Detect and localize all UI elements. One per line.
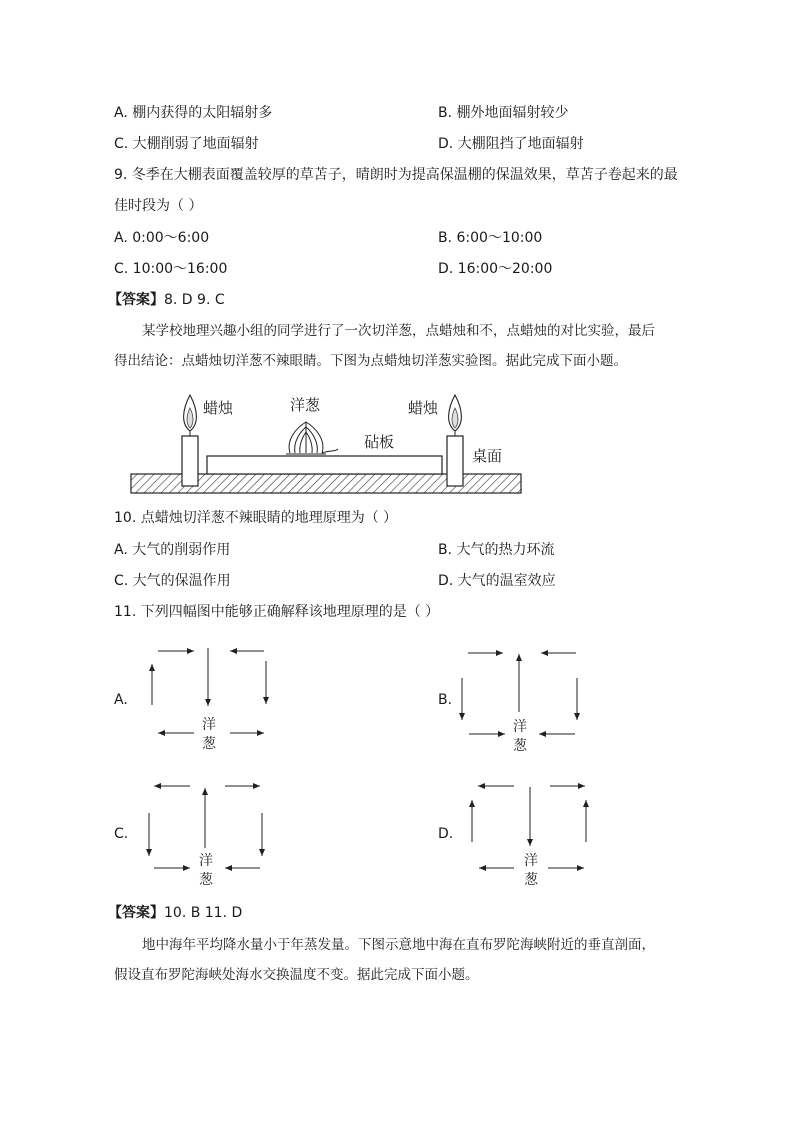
label-candle-right: 蜡烛 <box>408 399 439 417</box>
q9-option-c: C. 10:00～16:00 <box>114 261 228 277</box>
q10-option-c: C. 大气的保温作用 <box>114 573 231 589</box>
diagram-a-onion-2: 葱 <box>202 736 216 752</box>
diagram-d-onion-1: 洋 <box>524 853 538 869</box>
diagram-d-onion-2: 葱 <box>524 872 538 888</box>
passage1-line2: 得出结论：点蜡烛切洋葱不辣眼睛。下图为点蜡烛切洋葱实验图。据此完成下面小题。 <box>114 353 627 369</box>
table-surface <box>131 474 521 493</box>
diagram-c <box>149 786 262 868</box>
diagram-b-onion-2: 葱 <box>513 738 527 754</box>
answer-tag: 【答案】 <box>108 905 164 921</box>
q9-option-a: A. 0:00～6:00 <box>114 230 210 246</box>
label-cutting-board: 砧板 <box>364 433 395 451</box>
answer-block-1 <box>108 290 225 310</box>
label-candle-left: 蜡烛 <box>203 399 234 417</box>
answer-text: 8. D 9. C <box>164 292 225 308</box>
q8-option-a: A. 棚内获得的太阳辐射多 <box>114 105 273 121</box>
q9-stem-line2: 佳时段为（ ） <box>114 198 203 214</box>
diagram-c-onion-1: 洋 <box>199 853 213 869</box>
answer-block-2 <box>108 903 242 923</box>
passage2-line2: 假设直布罗陀海峡处海水交换温度不变。据此完成下面小题。 <box>114 967 479 983</box>
passage1-line1: 某学校地理兴趣小组的同学进行了一次切洋葱，点蜡烛和不，点蜡烛的对比实验，最后 <box>142 323 655 339</box>
q10-option-d: D. 大气的温室效应 <box>438 573 556 589</box>
diagram-d <box>472 786 586 868</box>
q11-label-c: C. <box>114 826 129 842</box>
q8-option-c: C. 大棚削弱了地面辐射 <box>114 136 259 152</box>
answer-tag: 【答案】 <box>108 292 164 308</box>
diagram-a <box>152 648 266 733</box>
cutting-board <box>207 456 442 474</box>
q11-label-b: B. <box>438 692 453 708</box>
q9-stem-line1: 9. 冬季在大棚表面覆盖较厚的草苫子，晴朗时为提高保温棚的保温效果，草苫子卷起来的最 <box>114 167 678 183</box>
q8-option-d: D. 大棚阻挡了地面辐射 <box>438 136 584 152</box>
q8-option-b: B. 棚外地面辐射较少 <box>438 105 569 121</box>
diagram-b-onion-1: 洋 <box>513 719 527 735</box>
q10-option-a: A. 大气的削弱作用 <box>114 542 231 558</box>
diagram-a-onion-1: 洋 <box>202 717 216 733</box>
q11-stem: 11. 下列四幅图中能够正确解释该地理原理的是（ ） <box>114 604 440 620</box>
label-onion: 洋葱 <box>290 396 321 414</box>
q9-option-d: D. 16:00～20:00 <box>438 261 553 277</box>
q10-option-b: B. 大气的热力环流 <box>438 542 555 558</box>
q9-option-b: B. 6:00～10:00 <box>438 230 543 246</box>
diagram-b <box>462 653 577 734</box>
passage2-line1: 地中海年平均降水量小于年蒸发量。下图示意地中海在直布罗陀海峡附近的垂直剖面， <box>142 937 655 953</box>
onion-icon <box>286 422 338 454</box>
label-table: 桌面 <box>472 447 503 465</box>
left-candle <box>182 395 198 486</box>
q11-label-a: A. <box>114 692 128 708</box>
right-candle <box>447 395 463 486</box>
q10-stem: 10. 点蜡烛切洋葱不辣眼睛的地理原理为（ ） <box>114 510 398 526</box>
answer-text: 10. B 11. D <box>164 905 243 921</box>
q11-label-d: D. <box>438 826 454 842</box>
diagram-c-onion-2: 葱 <box>199 872 213 888</box>
